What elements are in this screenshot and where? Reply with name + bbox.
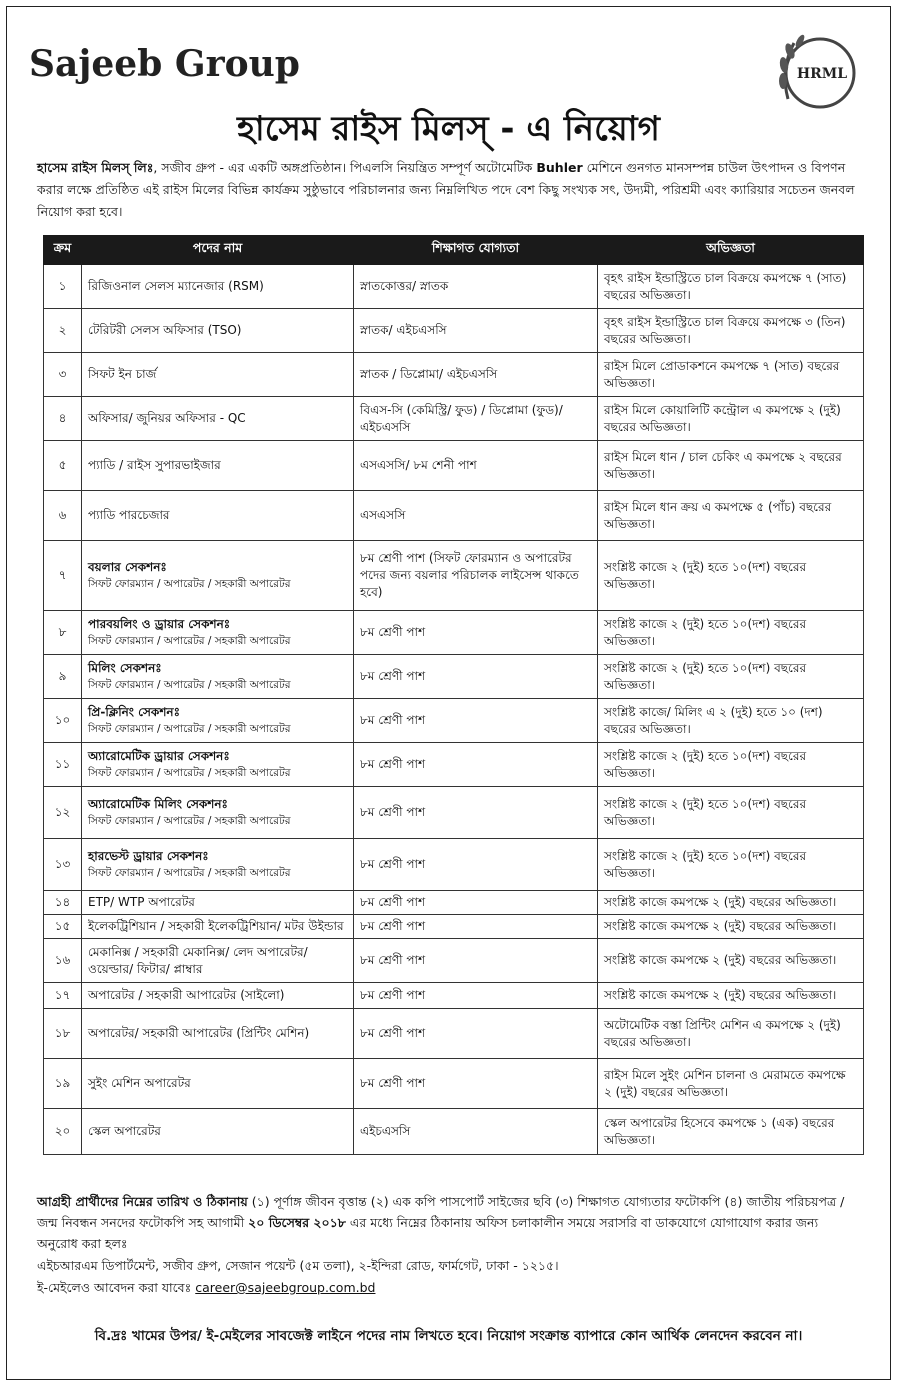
header-education: শিক্ষাগত যোগ্যতা xyxy=(354,236,598,265)
row-education: এসএসসি xyxy=(354,491,598,541)
row-section-title: অ্যারোমেটিক ড্রায়ার সেকশনঃ xyxy=(88,748,230,763)
header-experience: অভিজ্ঞতা xyxy=(598,236,864,265)
row-serial: ৭ xyxy=(44,541,82,611)
brand-name: Sajeeb Group xyxy=(29,43,300,85)
row-serial: ১৩ xyxy=(44,839,82,891)
row-serial: ১৫ xyxy=(44,915,82,939)
row-education: ৮ম শ্রেণী পাশ (সিফট ফোরম্যান ও অপারেটর পদের জন্য বয়লার পরিচালক লাইসেন্স থাকতে হবে) xyxy=(354,541,598,611)
row-section-positions: সিফট ফোরম্যান / অপারেটর / সহকারী অপারেটর xyxy=(88,678,291,691)
row-section-positions: সিফট ফোরম্যান / অপারেটর / সহকারী অপারেটর xyxy=(88,577,291,590)
row-education: ৮ম শ্রেণী পাশ xyxy=(354,655,598,699)
row-serial: ৬ xyxy=(44,491,82,541)
row-serial: ২০ xyxy=(44,1109,82,1155)
row-post xyxy=(82,839,354,891)
row-post: অপারেটর/ সহকারী আপারেটর (প্রিন্টিং মেশিন) xyxy=(82,1009,354,1059)
table-row xyxy=(44,353,864,397)
machine-name: Buhler xyxy=(536,160,583,175)
row-serial: ৩ xyxy=(44,353,82,397)
row-experience: সংশ্লিষ্ট কাজে ২ (দুই) হতে ১০(দশ) বছরের অভিজ্ঞতা। xyxy=(598,655,864,699)
email-link[interactable]: career@sajeebgroup.com.bd xyxy=(195,1280,376,1295)
row-post: সুইং মেশিন অপারেটর xyxy=(82,1059,354,1109)
row-serial: ১৬ xyxy=(44,939,82,983)
row-serial: ৮ xyxy=(44,611,82,655)
row-section-title: প্রি-ক্লিনিং সেকশনঃ xyxy=(88,704,180,719)
row-experience: সংশ্লিষ্ট কাজে ২ (দুই) হতে ১০(দশ) বছরের অভিজ্ঞতা। xyxy=(598,743,864,787)
row-experience: বৃহৎ রাইস ইন্ডাস্ট্রিতে চাল বিক্রয়ে কমপক্ষে ৩ (তিন) বছরের অভিজ্ঞতা। xyxy=(598,309,864,353)
row-experience: রাইস মিলে প্রোডাকশনে কমপক্ষে ৭ (সাত) বছরের অভিজ্ঞতা। xyxy=(598,353,864,397)
row-post: ETP/ WTP অপারেটর xyxy=(82,891,354,915)
row-post xyxy=(82,611,354,655)
header-post: পদের নাম xyxy=(82,236,354,265)
row-post: ইলেকট্রিশিয়ান / সহকারী ইলেকট্রিশিয়ান/ মটর উইন্ডার xyxy=(82,915,354,939)
row-education: ৮ম শ্রেণী পাশ xyxy=(354,743,598,787)
row-experience: সংশ্লিষ্ট কাজে/ মিলিং এ ২ (দুই) হতে ১০ (দশ) বছরের অভিজ্ঞতা। xyxy=(598,699,864,743)
row-education: ৮ম শ্রেণী পাশ xyxy=(354,891,598,915)
row-post: সিফট ইন চার্জ xyxy=(82,353,354,397)
row-experience: স্কেল অপারেটর হিসেবে কমপক্ষে ১ (এক) বছরের অভিজ্ঞতা। xyxy=(598,1109,864,1155)
email-line xyxy=(37,1277,860,1298)
intro-paragraph xyxy=(37,157,860,223)
apply-lead: আগ্রহী প্রার্থীদের নিম্নের তারিখ ও ঠিকানায় xyxy=(37,1194,248,1209)
row-experience: রাইস মিলে ধান ক্রয় এ কমপক্ষে ৫ (পাঁচ) বছরের অভিজ্ঞতা। xyxy=(598,491,864,541)
row-post xyxy=(82,743,354,787)
row-education: ৮ম শ্রেণী পাশ xyxy=(354,787,598,839)
apply-instructions xyxy=(37,1191,860,1254)
table-row xyxy=(44,839,864,891)
table-row xyxy=(44,441,864,491)
row-education: ৮ম শ্রেণী পাশ xyxy=(354,839,598,891)
jobs-table-body xyxy=(44,265,864,1155)
row-post xyxy=(82,541,354,611)
row-experience: রাইস মিলে কোয়ালিটি কন্ট্রোল এ কমপক্ষে ২ (দুই) বছরের অভিজ্ঞতা। xyxy=(598,397,864,441)
row-serial: ১৯ xyxy=(44,1059,82,1109)
row-education: ৮ম শ্রেণী পাশ xyxy=(354,939,598,983)
row-section-positions: সিফট ফোরম্যান / অপারেটর / সহকারী অপারেটর xyxy=(88,634,291,647)
table-row xyxy=(44,491,864,541)
row-serial: ১১ xyxy=(44,743,82,787)
table-row xyxy=(44,1109,864,1155)
row-serial: ১০ xyxy=(44,699,82,743)
address: এইচআরএম ডিপার্টমেন্ট, সজীব গ্রুপ, সেজান পয়েন্ট (৫ম তলা), ২-ইন্দিরা রোড, ফার্মগেট, ঢাকা - ১২১৫। xyxy=(37,1258,559,1273)
row-post xyxy=(82,787,354,839)
row-section-title: হারভেস্ট ড্রায়ার সেকশনঃ xyxy=(88,848,209,863)
job-circular-page xyxy=(6,6,891,1380)
header-sl: ক্রম xyxy=(44,236,82,265)
row-education: ৮ম শ্রেণী পাশ xyxy=(354,699,598,743)
page-headline: হাসেম রাইস মিলস্ - এ নিয়োগ xyxy=(237,109,660,149)
table-row xyxy=(44,1009,864,1059)
intro-text-2: মেশিনে গুনগত মানসম্পন্ন চাউল উৎপাদন ও বিপণন করার লক্ষে প্রতিষ্ঠিত এই রাইস মিলের বিভিন্ন কার্যক্রম সুষ্ঠুভাবে পরিচালনার জন্য নিম্নলিখিত পদে বেশ কিছু সংখ্যক সৎ, উদ্যমী, পরিশ্রমী এবং ক্যারিয়ার সচেতন জনবল নিয়োগ করা হবে। xyxy=(37,160,855,219)
table-row xyxy=(44,655,864,699)
deadline: ২০ ডিসেম্বর ২০১৮ xyxy=(248,1215,346,1230)
row-serial: ৯ xyxy=(44,655,82,699)
email-label: ই-মেইলেও আবেদন করা যাবেঃ xyxy=(37,1280,196,1295)
table-row xyxy=(44,983,864,1009)
row-section-positions: সিফট ফোরম্যান / অপারেটর / সহকারী অপারেটর xyxy=(88,814,291,827)
table-row xyxy=(44,939,864,983)
intro-text-1: , সজীব গ্রুপ - এর একটি অঙ্গপ্রতিষ্ঠান। পিএলসি নিয়ন্ত্রিত সম্পূর্ণ অটোমেটিক xyxy=(153,160,537,175)
row-experience: সংশ্লিষ্ট কাজে কমপক্ষে ২ (দুই) বছরের অভিজ্ঞতা। xyxy=(598,939,864,983)
row-post: টেরিটরী সেলস অফিসার (TSO) xyxy=(82,309,354,353)
row-serial: ২ xyxy=(44,309,82,353)
row-section-positions: সিফট ফোরম্যান / অপারেটর / সহকারী অপারেটর xyxy=(88,866,291,879)
table-row xyxy=(44,891,864,915)
row-education: স্নাতক / ডিপ্লোমা/ এইচএসসি xyxy=(354,353,598,397)
row-post: অফিসার/ জুনিয়র অফিসার - QC xyxy=(82,397,354,441)
table-row xyxy=(44,787,864,839)
row-serial: ১৪ xyxy=(44,891,82,915)
row-section-title: বয়লার সেকশনঃ xyxy=(88,559,167,574)
row-education: এসএসসি/ ৮ম শেনী পাশ xyxy=(354,441,598,491)
row-education: ৮ম শ্রেণী পাশ xyxy=(354,983,598,1009)
apply-text-2: এর মধ্যে নিম্নের ঠিকানায় অফিস চলাকালীন সময়ে সরাসরি বা ডাকযোগে যোগাযোগ করার জন্য অনুরোধ করা হলঃ xyxy=(37,1215,819,1251)
row-experience: রাইস মিলে ধান / চাল চেকিং এ কমপক্ষে ২ বছরের অভিজ্ঞতা। xyxy=(598,441,864,491)
table-header-row xyxy=(44,236,864,265)
row-section-positions: সিফট ফোরম্যান / অপারেটর / সহকারী অপারেটর xyxy=(88,722,291,735)
row-post: রিজিওনাল সেলস ম্যানেজার (RSM) xyxy=(82,265,354,309)
row-education: ৮ম শ্রেণী পাশ xyxy=(354,611,598,655)
row-education: স্নাতকোত্তর/ স্নাতক xyxy=(354,265,598,309)
apply-text-1: (১) পূর্ণাঙ্গ জীবন বৃত্তান্ত (২) এক কপি পাসপোর্ট সাইজের ছবি (৩) শিক্ষাগত যোগ্যতার ফটোকপি (৪) জাতীয় পরিচয়পত্র / জন্ম নিবন্ধন সনদের ফটোকপি সহ আগামী xyxy=(37,1194,845,1230)
row-experience: অটোমেটিক বস্তা প্রিন্টিং মেশিন এ কমপক্ষে ২ (দুই) বছরের অভিজ্ঞতা। xyxy=(598,1009,864,1059)
table-row xyxy=(44,915,864,939)
row-post: প্যাডি পারচেজার xyxy=(82,491,354,541)
logo-text: HRML xyxy=(796,66,848,82)
table-row xyxy=(44,611,864,655)
row-serial: ৫ xyxy=(44,441,82,491)
row-experience: সংশ্লিষ্ট কাজে কমপক্ষে ২ (দুই) বছরের অভিজ্ঞতা। xyxy=(598,983,864,1009)
row-post xyxy=(82,655,354,699)
row-education: স্নাতক/ এইচএসসি xyxy=(354,309,598,353)
table-row xyxy=(44,541,864,611)
row-section-title: পারবয়লিং ও ড্রায়ার সেকশনঃ xyxy=(88,616,231,631)
row-experience: সংশ্লিষ্ট কাজে ২ (দুই) হতে ১০(দশ) বছরের অভিজ্ঞতা। xyxy=(598,787,864,839)
table-row xyxy=(44,265,864,309)
row-serial: ১৮ xyxy=(44,1009,82,1059)
table-row xyxy=(44,1059,864,1109)
row-section-title: অ্যারোমেটিক মিলিং সেকশনঃ xyxy=(88,796,228,811)
row-post: স্কেল অপারেটর xyxy=(82,1109,354,1155)
row-serial: ১৭ xyxy=(44,983,82,1009)
row-post: প্যাডি / রাইস সুপারভাইজার xyxy=(82,441,354,491)
row-education: বিএস-সি (কেমিস্ট্রি/ ফুড) / ডিপ্লোমা (ফুড)/ এইচএসসি xyxy=(354,397,598,441)
row-experience: সংশ্লিষ্ট কাজে ২ (দুই) হতে ১০(দশ) বছরের অভিজ্ঞতা। xyxy=(598,611,864,655)
table-row xyxy=(44,309,864,353)
company-name: হাসেম রাইস মিলস্ লিঃ xyxy=(37,160,154,175)
row-section-positions: সিফট ফোরম্যান / অপারেটর / সহকারী অপারেটর xyxy=(88,766,291,779)
row-post: অপারেটর / সহকারী আপারেটর (সাইলো) xyxy=(82,983,354,1009)
table-row xyxy=(44,743,864,787)
row-education: ৮ম শ্রেণী পাশ xyxy=(354,1059,598,1109)
row-experience: রাইস মিলে সুইং মেশিন চালনা ও মেরামতে কমপক্ষে ২ (দুই) বছরের অভিজ্ঞতা। xyxy=(598,1059,864,1109)
row-post: মেকানিক্স / সহকারী মেকানিক্স/ লেদ অপারেটর/ ওয়েল্ডার/ ফিটার/ প্লাম্বার xyxy=(82,939,354,983)
row-section-title: মিলিং সেকশনঃ xyxy=(88,660,162,675)
table-row xyxy=(44,397,864,441)
row-experience: বৃহৎ রাইস ইন্ডাস্ট্রিতে চাল বিক্রয়ে কমপক্ষে ৭ (সাত) বছরের অভিজ্ঞতা। xyxy=(598,265,864,309)
row-serial: ১২ xyxy=(44,787,82,839)
row-serial: ৪ xyxy=(44,397,82,441)
jobs-table xyxy=(43,235,864,1155)
row-experience: সংশ্লিষ্ট কাজে ২ (দুই) হতে ১০(দশ) বছরের অভিজ্ঞতা। xyxy=(598,541,864,611)
row-education: ৮ম শ্রেণী পাশ xyxy=(354,1009,598,1059)
row-education: ৮ম শ্রেণী পাশ xyxy=(354,915,598,939)
row-serial: ১ xyxy=(44,265,82,309)
row-experience: সংশ্লিষ্ট কাজে কমপক্ষে ২ (দুই) বছরের অভিজ্ঞতা। xyxy=(598,891,864,915)
table-row xyxy=(44,699,864,743)
row-post xyxy=(82,699,354,743)
row-education: এইচএসসি xyxy=(354,1109,598,1155)
row-experience: সংশ্লিষ্ট কাজে ২ (দুই) হতে ১০(দশ) বছরের অভিজ্ঞতা। xyxy=(598,839,864,891)
note: বি.দ্রঃ খামের উপর/ ই-মেইলের সাবজেক্ট লাইনে পদের নাম লিখতে হবে। নিয়োগ সংক্রান্ত ব্যাপারে কোন আর্থিক লেনদেন করবেন না। xyxy=(94,1328,803,1344)
row-experience: সংশ্লিষ্ট কাজে কমপক্ষে ২ (দুই) বছরের অভিজ্ঞতা। xyxy=(598,915,864,939)
